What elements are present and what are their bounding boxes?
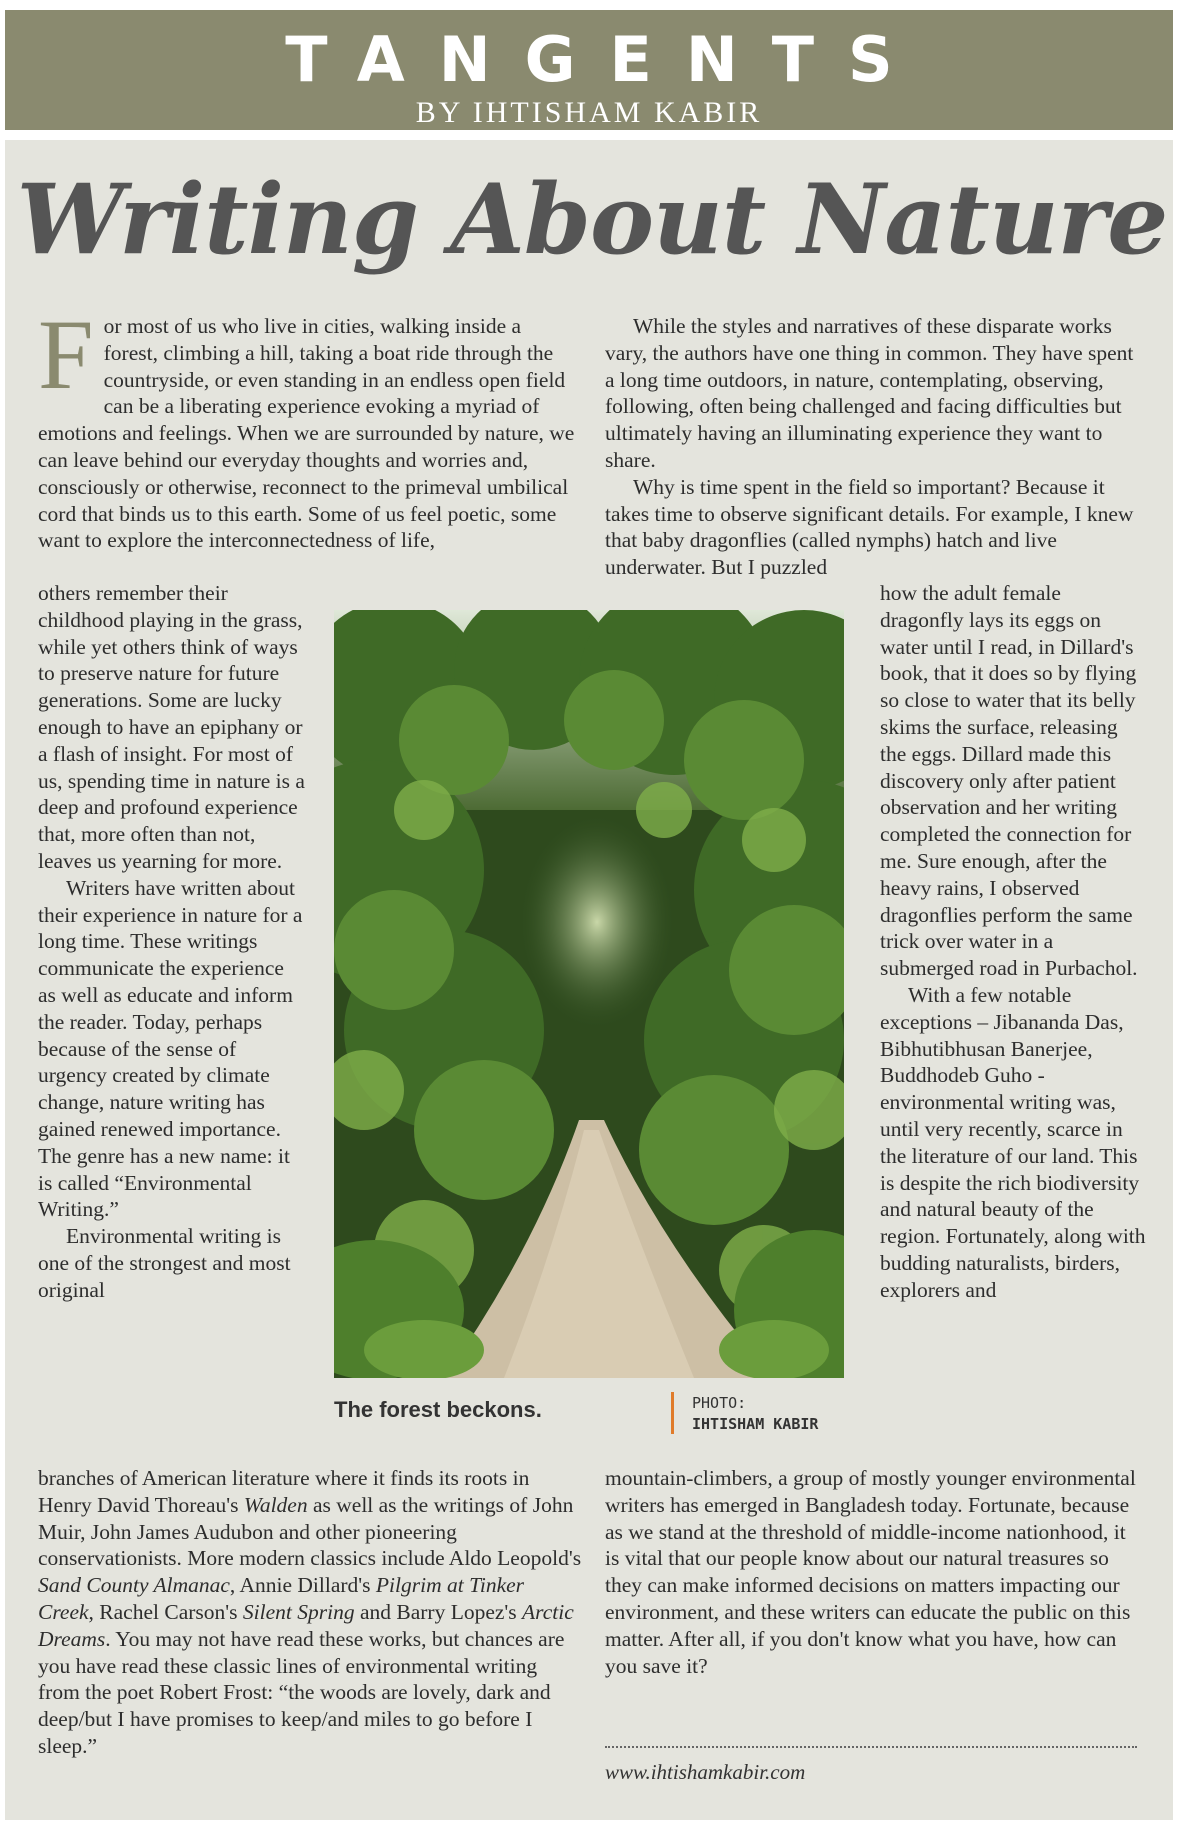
forest-path-illustration [334, 610, 844, 1378]
col1-top [38, 299, 578, 554]
paragraph: With a few notable exceptions – Jibananda Das, Bibhutibhusan Banerjee, Buddhodeb Guho - environmental writing was, until very recently, scarce in the literature of our land. This is despite the rich biodiversity and natural beauty of the region. Fortunately, along with budding naturalists, birders, explorers and [880, 982, 1146, 1302]
section-header [5, 10, 1173, 130]
paragraph: mountain-climbers, a group of mostly younger environmental writers has emerged in Bangladesh today. Fortunate, because as we stand at the threshold of middle-income nationhood, it is vital that our people know about our natural treasures so they can make informed decisions on matters impacting our environment, and these writers can educate the public on this matter. After all, if you don't know what you have, how can you save it? [605, 1466, 1136, 1678]
credit-name: IHTISHAM KABIR [692, 1415, 819, 1433]
col1-bottom [38, 1465, 583, 1760]
paragraph: Writers have written about their experience in nature for a long time. These writings communicate the experience as well as educate and inform the reader. Today, perhaps because of the sense of urgency created by climate change, nature writing has gained renewed importance. The genre has a new name: it is called “Environmental Writing.” [38, 875, 303, 1222]
dotted-rule [605, 1746, 1137, 1748]
col1-top-text: or most of us who live in cities, walking inside a forest, climbing a hill, taking a boat ride through the countryside, or even standing in an endless open field can be a liberating experience evoking a myriad of emotions and feelings. When we are surrounded by nature, we can leave behind our everyday thoughts and worries and, consciously or otherwise, reconnect to the primeval umbilical cord that binds us to this earth. Some of us feel poetic, some want to explore the interconnectedness of life, [38, 314, 575, 553]
paragraph: branches of American literature where it finds its roots in Henry David Thoreau's Walden as well as the writings of John Muir, John James Audubon and other pioneering conservationists. More modern classics include Aldo Leopold's Sand County Almanac, Annie Dillard's Pilgrim at Tinker Creek, Rachel Carson's Silent Spring and Barry Lopez's Arctic Dreams. You may not have read these works, but chances are you have read these classic lines of environmental writing from the poet Robert Frost: “the woods are lovely, dark and deep/but I have promises to keep/and miles to go before I sleep.” [38, 1466, 582, 1758]
drop-cap: F [38, 299, 94, 410]
book-title: Pilgrim at Tinker Creek [38, 1573, 525, 1624]
paragraph: While the styles and narratives of these disparate works vary, the authors have one thing in common. They have spent a long time outdoors, in nature, contemplating, observing, following, often being challenged and facing difficulties but ultimately having an illuminating experience they want to share. [605, 314, 1134, 472]
col2-top [605, 313, 1145, 581]
byline: BY IHTISHAM KABIR [415, 96, 763, 129]
book-title: Sand County Almanac [38, 1573, 230, 1598]
col2-narrow [880, 580, 1148, 1304]
section-title: TANGENTS [285, 23, 927, 96]
book-title: Arctic Dreams [38, 1599, 574, 1651]
paragraph: Environmental writing is one of the strongest and most original [38, 1224, 291, 1302]
article-headline: Writing About Nature [16, 163, 1168, 276]
photo-credit [692, 1393, 818, 1435]
paragraph: Why is time spent in the field so important? Because it takes time to observe significant details. For example, I knew that baby dragonflies (called nymphs) hatch and live underwater. But I puzzled [605, 474, 1134, 580]
paragraph: how the adult female dragonfly lays its eggs on water until I read, in Dillard's book, that it does so by flying so close to water that its belly skims the surface, releasing the eggs. Dillard made this discovery only after patient observation and her writing completed the connection for me. Sure enough, after the heavy rains, I observed dragonflies perform the same trick over water in a submerged road in Purbachol. [880, 581, 1138, 981]
book-title: Walden [243, 1492, 308, 1517]
photo-caption: The forest beckons. [334, 1397, 542, 1422]
book-title: Silent Spring [242, 1599, 355, 1624]
website-link[interactable]: www.ihtishamkabir.com [605, 1760, 806, 1784]
col2-bottom [605, 1465, 1145, 1679]
paragraph: others remember their childhood playing in the grass, while yet others think of ways to preserve nature for future generations. Some are lucky enough to have an epiphany or a flash of insight. For most of us, spending time in nature is a deep and profound experience that, more often than not, leaves us yearning for more. [38, 581, 305, 873]
credit-label: PHOTO: [692, 1394, 747, 1412]
forest-photo [334, 610, 844, 1378]
credit-bar [671, 1392, 674, 1434]
col1-narrow [38, 580, 306, 1304]
